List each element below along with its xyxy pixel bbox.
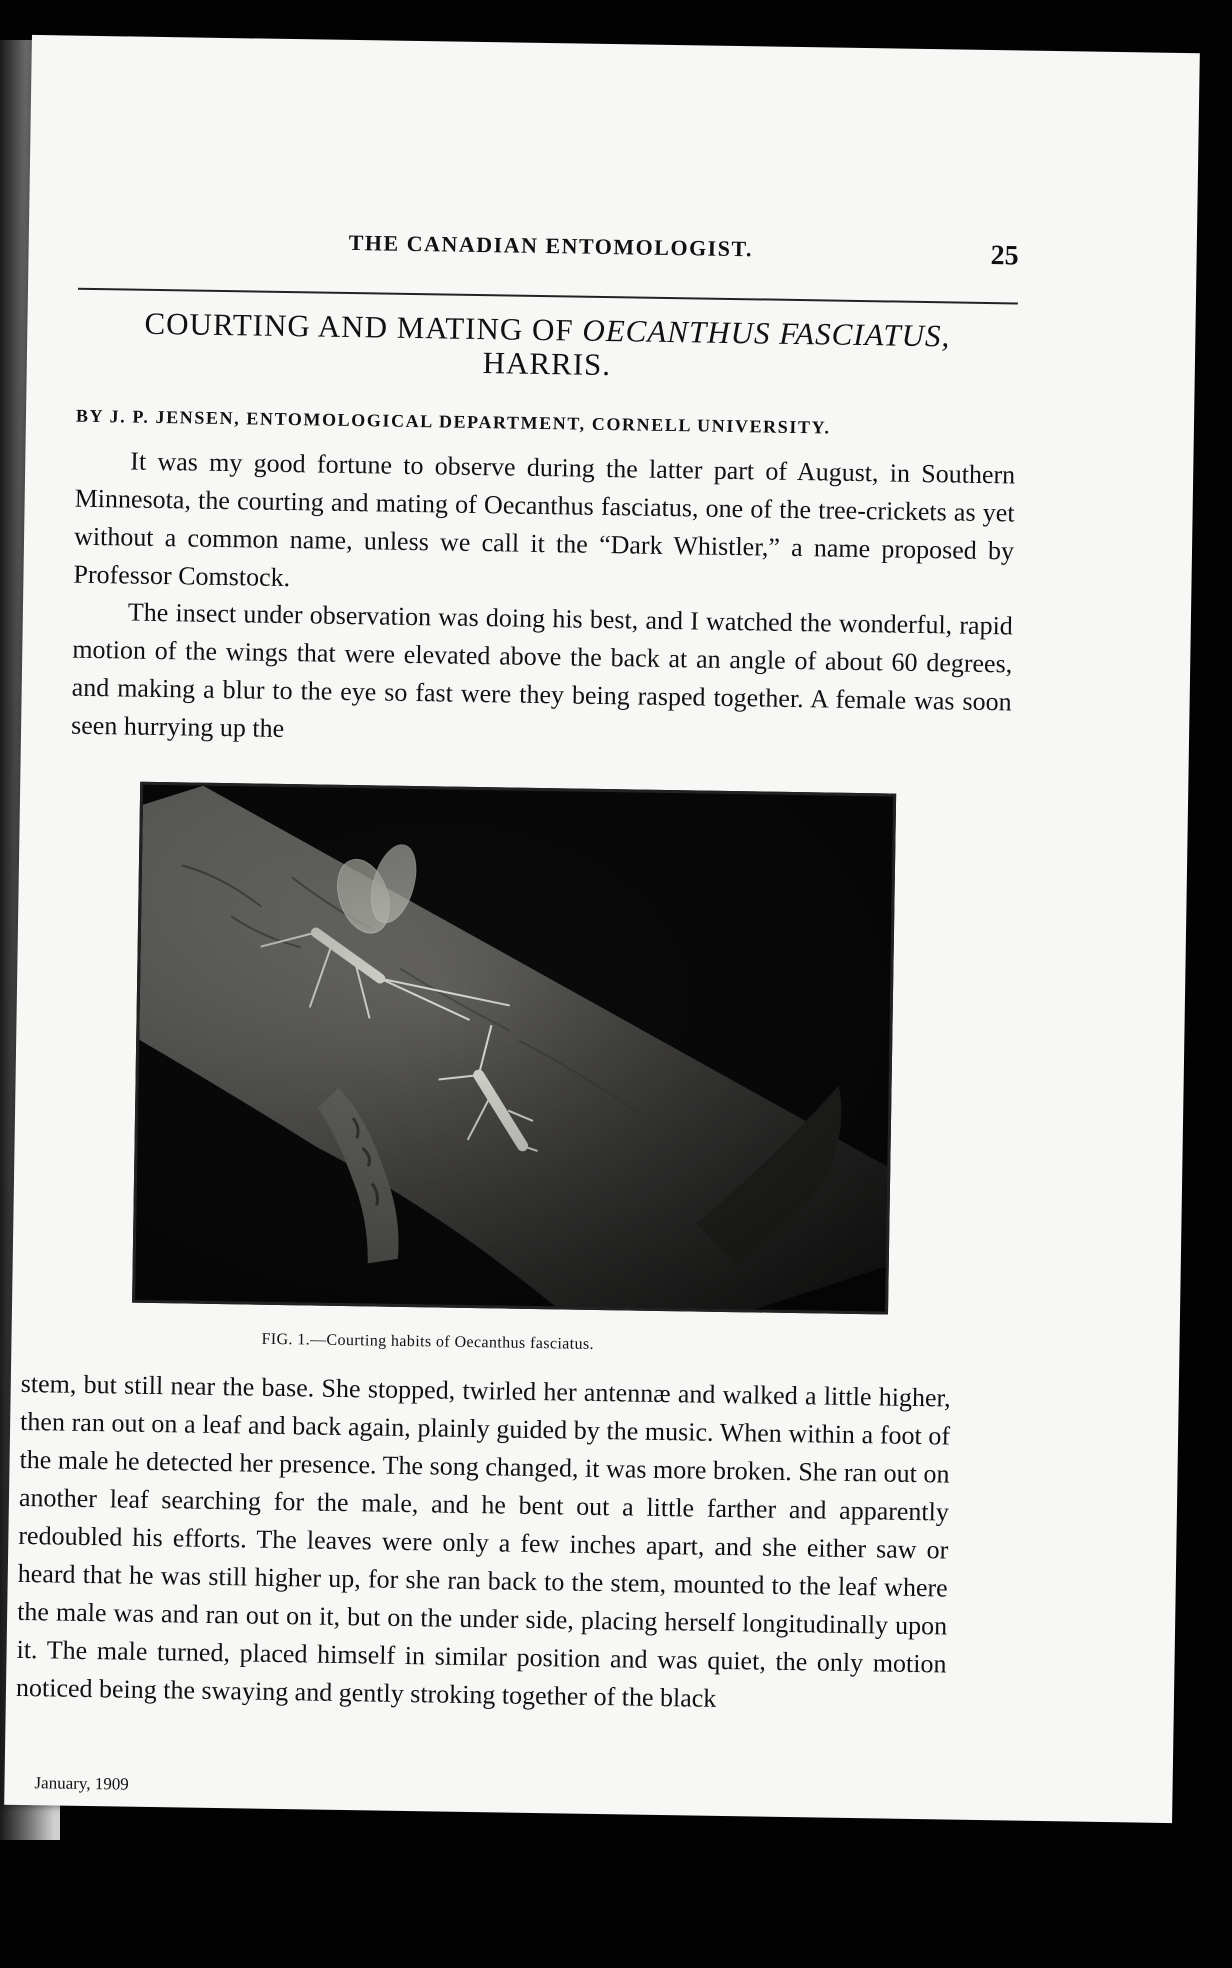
issue-date: January, 1909 bbox=[34, 1773, 129, 1794]
running-title: THE CANADIAN ENTOMOLOGIST. bbox=[348, 229, 754, 262]
journal-page bbox=[4, 35, 1200, 1823]
cricket-photo bbox=[135, 785, 893, 1312]
byline: BY J. P. JENSEN, ENTOMOLOGICAL DEPARTMENT, CORNELL UNIVERSITY. bbox=[75, 405, 831, 438]
paragraph-1: It was my good fortune to observe during the latter part of August, in Southern Minnesota, the courting and mating of Oecanthus fasciatus, one of the tree-crickets as yet without a common name, unless we call it the “Dark Whistler,” a name proposed by Professor Comstock. bbox=[73, 446, 1016, 593]
title-author-name: HARRIS. bbox=[482, 345, 612, 383]
title-plain: COURTING AND MATING OF bbox=[144, 305, 583, 348]
running-header bbox=[78, 226, 1019, 281]
paragraph-3: stem, but still near the base. She stopped, twirled her antennæ and walked a little higher, then ran out on a leaf and back again, plainly guided by the music. When within a foot of the male he detected her presence. The song changed, it was more broken. She ran out on another leaf searching for the male, and he bent out a little farther and apparently redoubled his efforts. The leaves were only a few inches apart, and she either saw or heard that he was still higher up, for she ran back to the stem, mounted to the leaf where the male was and ran out on it, but on the under side, placing herself longitudinally upon it. The male turned, placed himself in similar position and was quiet, the only motion noticed being the swaying and gently stroking together of the black bbox=[15, 1368, 951, 1713]
article-title bbox=[77, 306, 1018, 389]
page-number: 25 bbox=[990, 240, 1019, 272]
figure-photograph bbox=[132, 782, 896, 1315]
title-species: OECANTHUS FASCIATUS, bbox=[582, 312, 951, 354]
paragraph-2: The insect under observation was doing his best, and I watched the wonderful, rapid motion of the wings that were elevated above the back at an angle of about 60 degrees, and making a blur to the eye so fast were they being rasped together. A female was soon seen hurrying up the bbox=[70, 597, 1014, 743]
figure-caption: FIG. 1.—Courting habits of Oecanthus fasciatus. bbox=[261, 1330, 595, 1353]
header-rule bbox=[78, 288, 1018, 305]
